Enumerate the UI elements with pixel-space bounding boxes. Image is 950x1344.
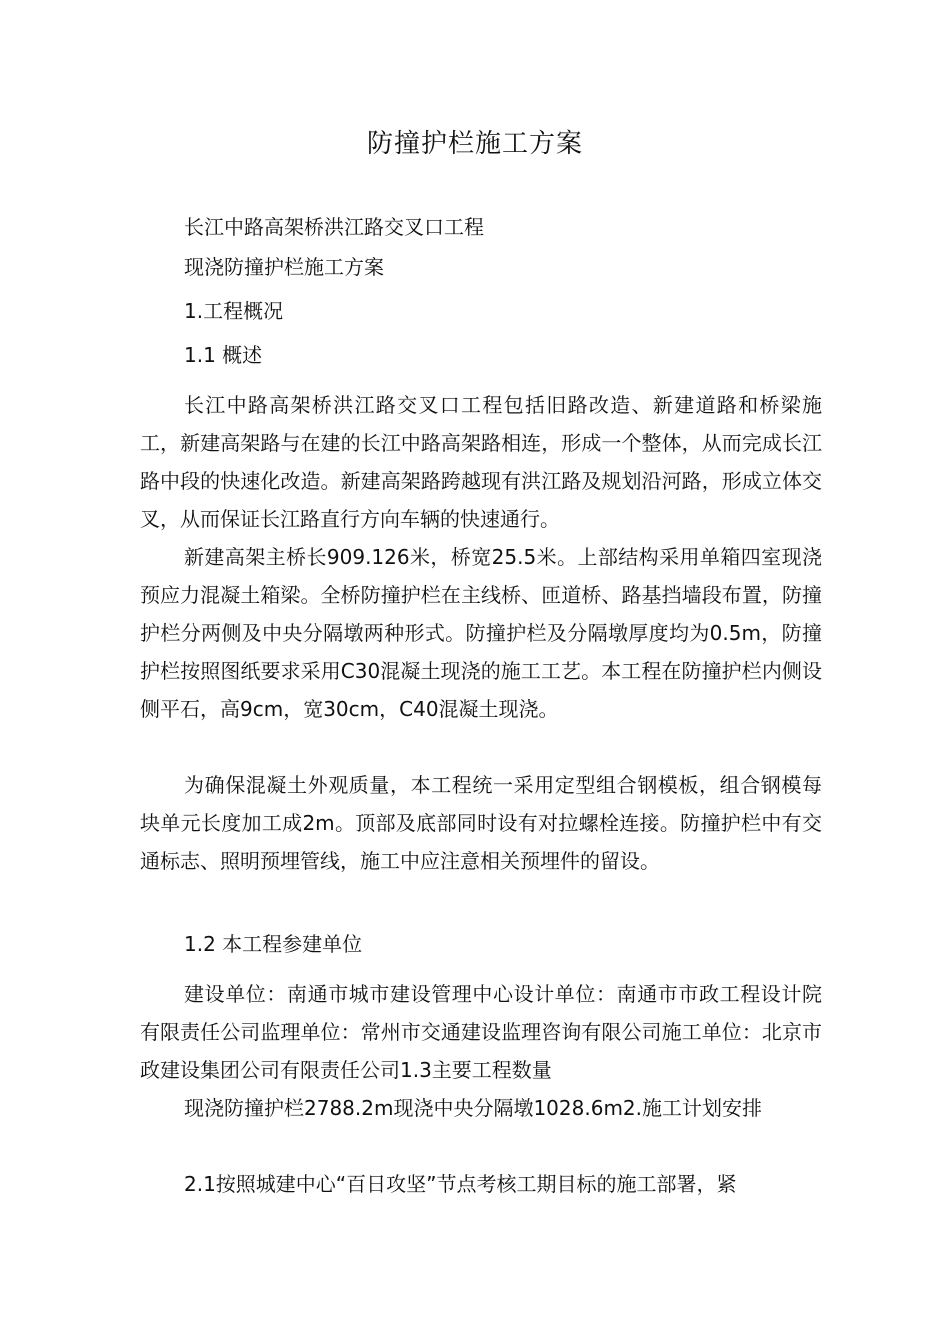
paragraph-participants: 建设单位：南通市城市建设管理中心设计单位：南通市市政工程设计院有限责任公司监理单位：常州市交通建设监理咨询有限公司施工单位：北京市政建设集团公司有限责任公司1.3主要工程数量 xyxy=(140,982,822,1082)
document-subtitle: 现浇防撞护栏施工方案 xyxy=(184,255,384,279)
paragraph-formwork: 为确保混凝土外观质量，本工程统一采用定型组合钢模板，组合钢模每块单元长度加工成2m。顶部及底部同时设有对拉螺栓连接。防撞护栏中有交通标志、照明预埋管线，施工中应注意相关预埋件的留设。 xyxy=(140,773,822,873)
paragraph-quantities: 现浇防撞护栏2788.2m现浇中央分隔墩1028.6m2.施工计划安排 xyxy=(184,1096,763,1120)
section-heading-1: 1.工程概况 xyxy=(184,299,284,323)
project-name: 长江中路高架桥洪江路交叉口工程 xyxy=(184,215,484,239)
document-title: 防撞护栏施工方案 xyxy=(366,129,583,159)
section-heading-1-1: 1.1 概述 xyxy=(184,343,263,367)
paragraph-bridge-structure: 新建高架主桥长909.126米，桥宽25.5米。上部结构采用单箱四室现浇预应力混凝土箱梁。全桥防撞护栏在主线桥、匝道桥、路基挡墙段布置，防撞护栏分两侧及中央分隔墩两种形式。防撞护栏及分隔墩厚度均为0.5m，防撞护栏按照图纸要求采用C30混凝土现浇的施工工艺。本工程在防撞护栏内侧设侧平石，高9cm，宽30cm，C40混凝土现浇。 xyxy=(140,545,822,721)
paragraph-overview: 长江中路高架桥洪江路交叉口工程包括旧路改造、新建道路和桥梁施工，新建高架路与在建的长江中路高架路相连，形成一个整体，从而完成长江路中段的快速化改造。新建高架路跨越现有洪江路及规划沿河路，形成立体交叉，从而保证长江路直行方向车辆的快速通行。 xyxy=(140,393,822,531)
paragraph-schedule: 2.1按照城建中心“百日攻坚”节点考核工期目标的施工部署，紧 xyxy=(184,1172,737,1196)
section-heading-1-2: 1.2 本工程参建单位 xyxy=(184,932,363,956)
